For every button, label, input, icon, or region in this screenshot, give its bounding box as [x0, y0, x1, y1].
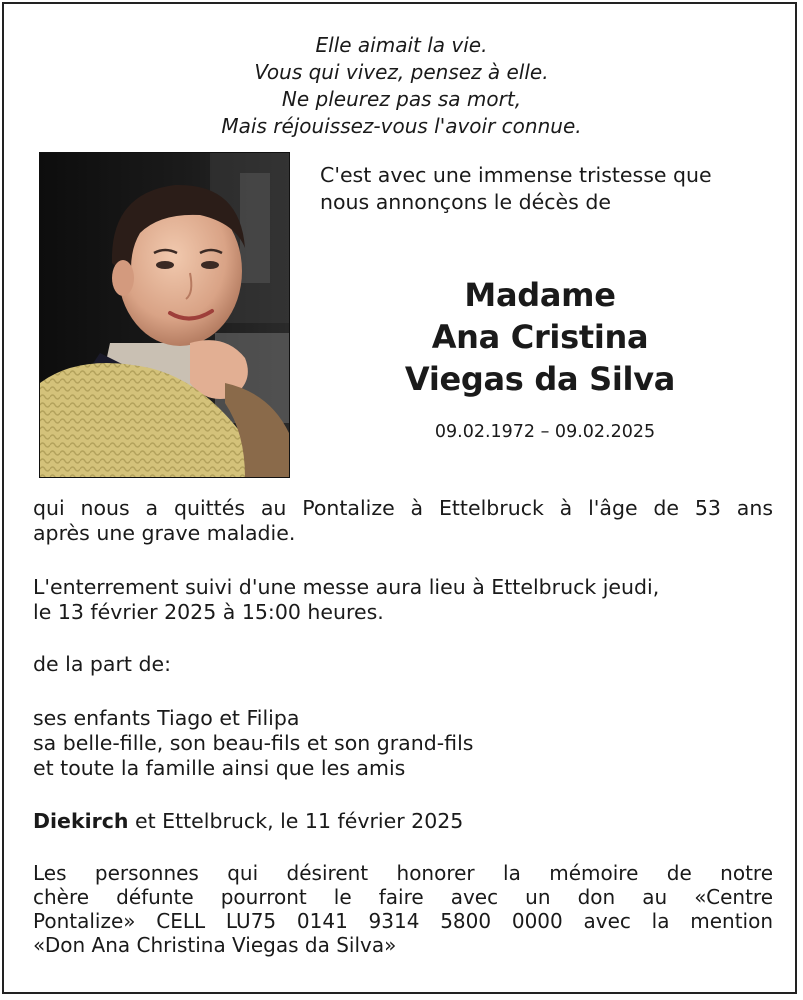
announcement-intro [320, 162, 790, 216]
departure-paragraph [33, 496, 773, 546]
family-line: sa belle-fille, son beau-fils et son grand-fils [33, 731, 474, 755]
poem [0, 32, 803, 140]
intro-line: C'est avec une immense tristesse que [320, 163, 712, 187]
place-date-line [33, 809, 773, 834]
paragraph-line: de la part de: [33, 652, 172, 676]
family-list [33, 706, 773, 781]
donation-line: «Don Ana Christina Viegas da Silva» [33, 933, 397, 957]
donation-line: chère défunte pourront le faire avec un don au «Centre [33, 885, 773, 909]
donation-paragraph [33, 861, 773, 957]
paragraph-line: après une grave maladie. [33, 521, 296, 545]
paragraph-line: qui nous a quittés au Pontalize à Ettelbruck à l'âge de 53 ans [33, 496, 773, 520]
donation-line: Pontalize» CELL LU75 0141 9314 5800 0000 avec la mention [33, 909, 773, 933]
family-line: ses enfants Tiago et Filipa [33, 706, 300, 730]
place-bold: Diekirch [33, 809, 129, 833]
family-line: et toute la famille ainsi que les amis [33, 756, 406, 780]
name-line: Viegas da Silva [404, 360, 676, 398]
donation-line: Les personnes qui désirent honorer la mémoire de notre [33, 861, 773, 885]
name-line: Ana Cristina [431, 318, 649, 356]
poem-line: Vous qui vivez, pensez à elle. [254, 60, 549, 84]
poem-line: Ne pleurez pas sa mort, [281, 87, 522, 111]
intro-line: nous annonçons le décès de [320, 190, 611, 214]
poem-line: Mais réjouissez-vous l'avoir connue. [221, 114, 582, 138]
deceased-name [330, 274, 750, 400]
poem-line: Elle aimait la vie. [315, 33, 488, 57]
place-date-rest: et Ettelbruck, le 11 février 2025 [128, 809, 464, 833]
paragraph-line: L'enterrement suivi d'une messe aura lieu à Ettelbruck jeudi, [33, 575, 660, 599]
from-label [33, 652, 773, 677]
funeral-paragraph [33, 575, 773, 625]
name-line: Madame [464, 276, 616, 314]
portrait-photo [39, 152, 290, 478]
life-dates: 09.02.1972 – 09.02.2025 [434, 422, 656, 442]
paragraph-line: le 13 février 2025 à 15:00 heures. [33, 600, 384, 624]
